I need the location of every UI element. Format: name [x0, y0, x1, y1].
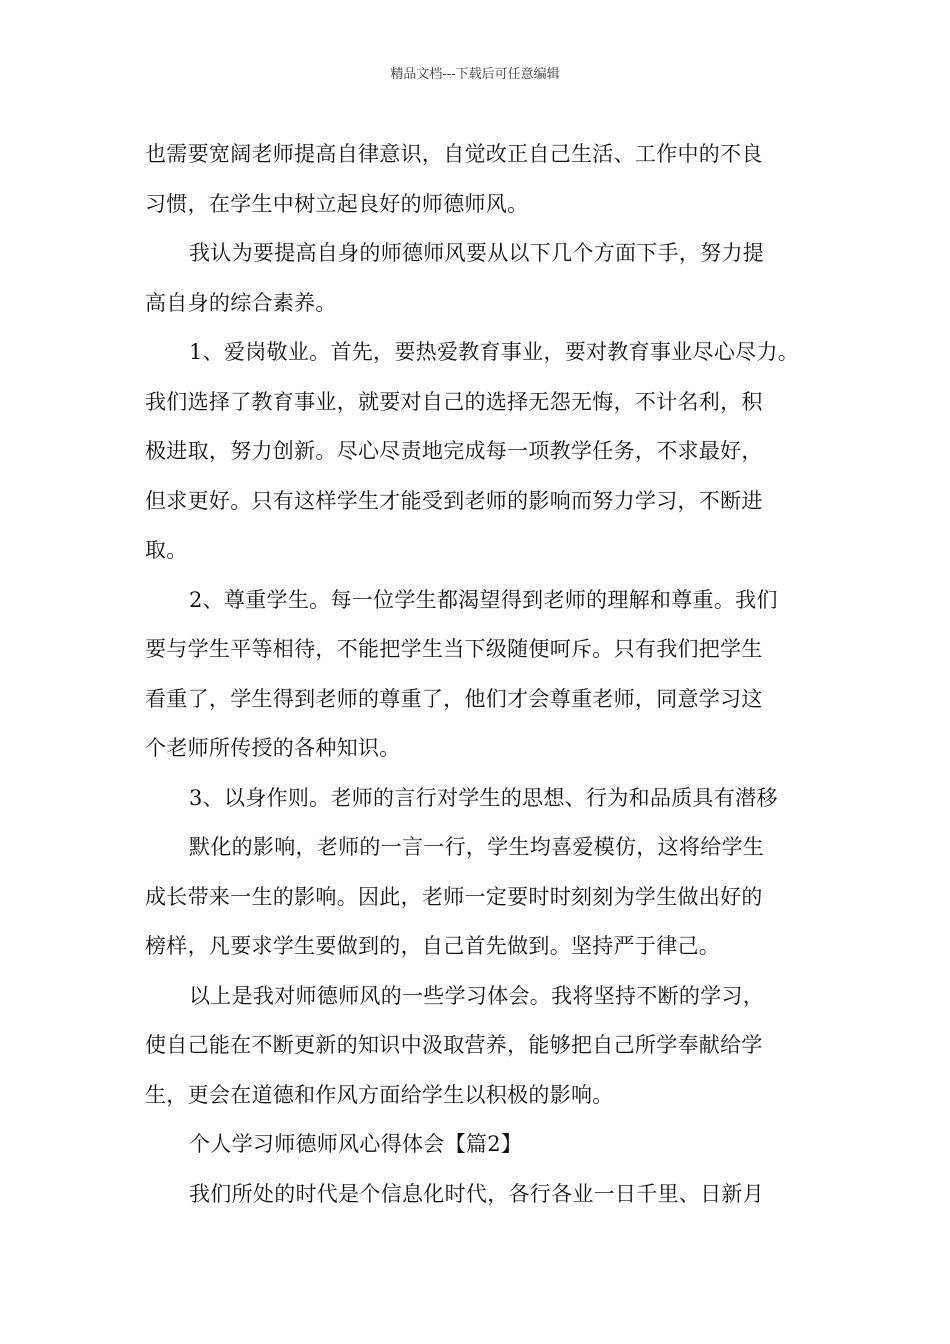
- text-line: 极进取，努力创新。尽心尽责地完成每一项教学任务，不求最好，: [145, 439, 763, 463]
- text-line: 榜样，凡要求学生要做到的，自己首先做到。坚持严于律己。: [145, 934, 721, 958]
- text-line: 习惯，在学生中树立起良好的师德师风。: [145, 191, 529, 216]
- text-line: 也需要宽阔老师提高自律意识，自觉改正自己生活、工作中的不良: [145, 142, 763, 166]
- text-line: 取。: [145, 538, 188, 562]
- text-line: 要与学生平等相待，不能把学生当下级随便呵斥。只有我们把学生: [145, 637, 763, 661]
- page-header: 精品文档---下载后可任意编辑: [390, 67, 560, 82]
- text-line: 生，更会在道德和作风方面给学生以积极的影响。: [145, 1082, 614, 1107]
- text-line: 我认为要提高自身的师德师风要从以下几个方面下手，努力提: [189, 241, 765, 265]
- text-line: 3、以身作则。老师的言行对学生的思想、行为和品质具有潜移: [189, 785, 778, 810]
- text-line: 个老师所传授的各种知识。: [145, 736, 401, 760]
- text-line: 默化的影响，老师的一言一行，学生均喜爱模仿，这将给学生: [189, 835, 765, 859]
- text-line: 成长带来一生的影响。因此，老师一定要时时刻刻为学生做出好的: [145, 884, 763, 909]
- text-line: 但求更好。只有这样学生才能受到老师的影响而努力学习，不断进: [145, 488, 763, 513]
- text-line: 我们所处的时代是个信息化时代，各行各业一日千里、日新月: [189, 1181, 765, 1206]
- section-heading: 个人学习师德师风心得体会【篇2】: [189, 1132, 523, 1156]
- text-line: 高自身的综合素养。: [145, 290, 337, 315]
- text-line: 看重了，学生得到老师的尊重了，他们才会尊重老师，同意学习这: [145, 686, 763, 711]
- text-line: 我们选择了教育事业，就要对自己的选择无怨无悔，不计名利，积: [145, 389, 763, 414]
- document-body: [145, 130, 820, 1219]
- text-line: 使自己能在不断更新的知识中汲取营养，能够把自己所学奉献给学: [145, 1033, 763, 1057]
- text-line: 2、尊重学生。每一位学生都渴望得到老师的理解和尊重。我们: [189, 587, 778, 612]
- text-line: 1、爱岗敬业。首先，要热爱教育事业，要对教育事业尽心尽力。: [189, 340, 800, 364]
- text-line: 以上是我对师德师风的一些学习体会。我将坚持不断的学习，: [189, 983, 765, 1008]
